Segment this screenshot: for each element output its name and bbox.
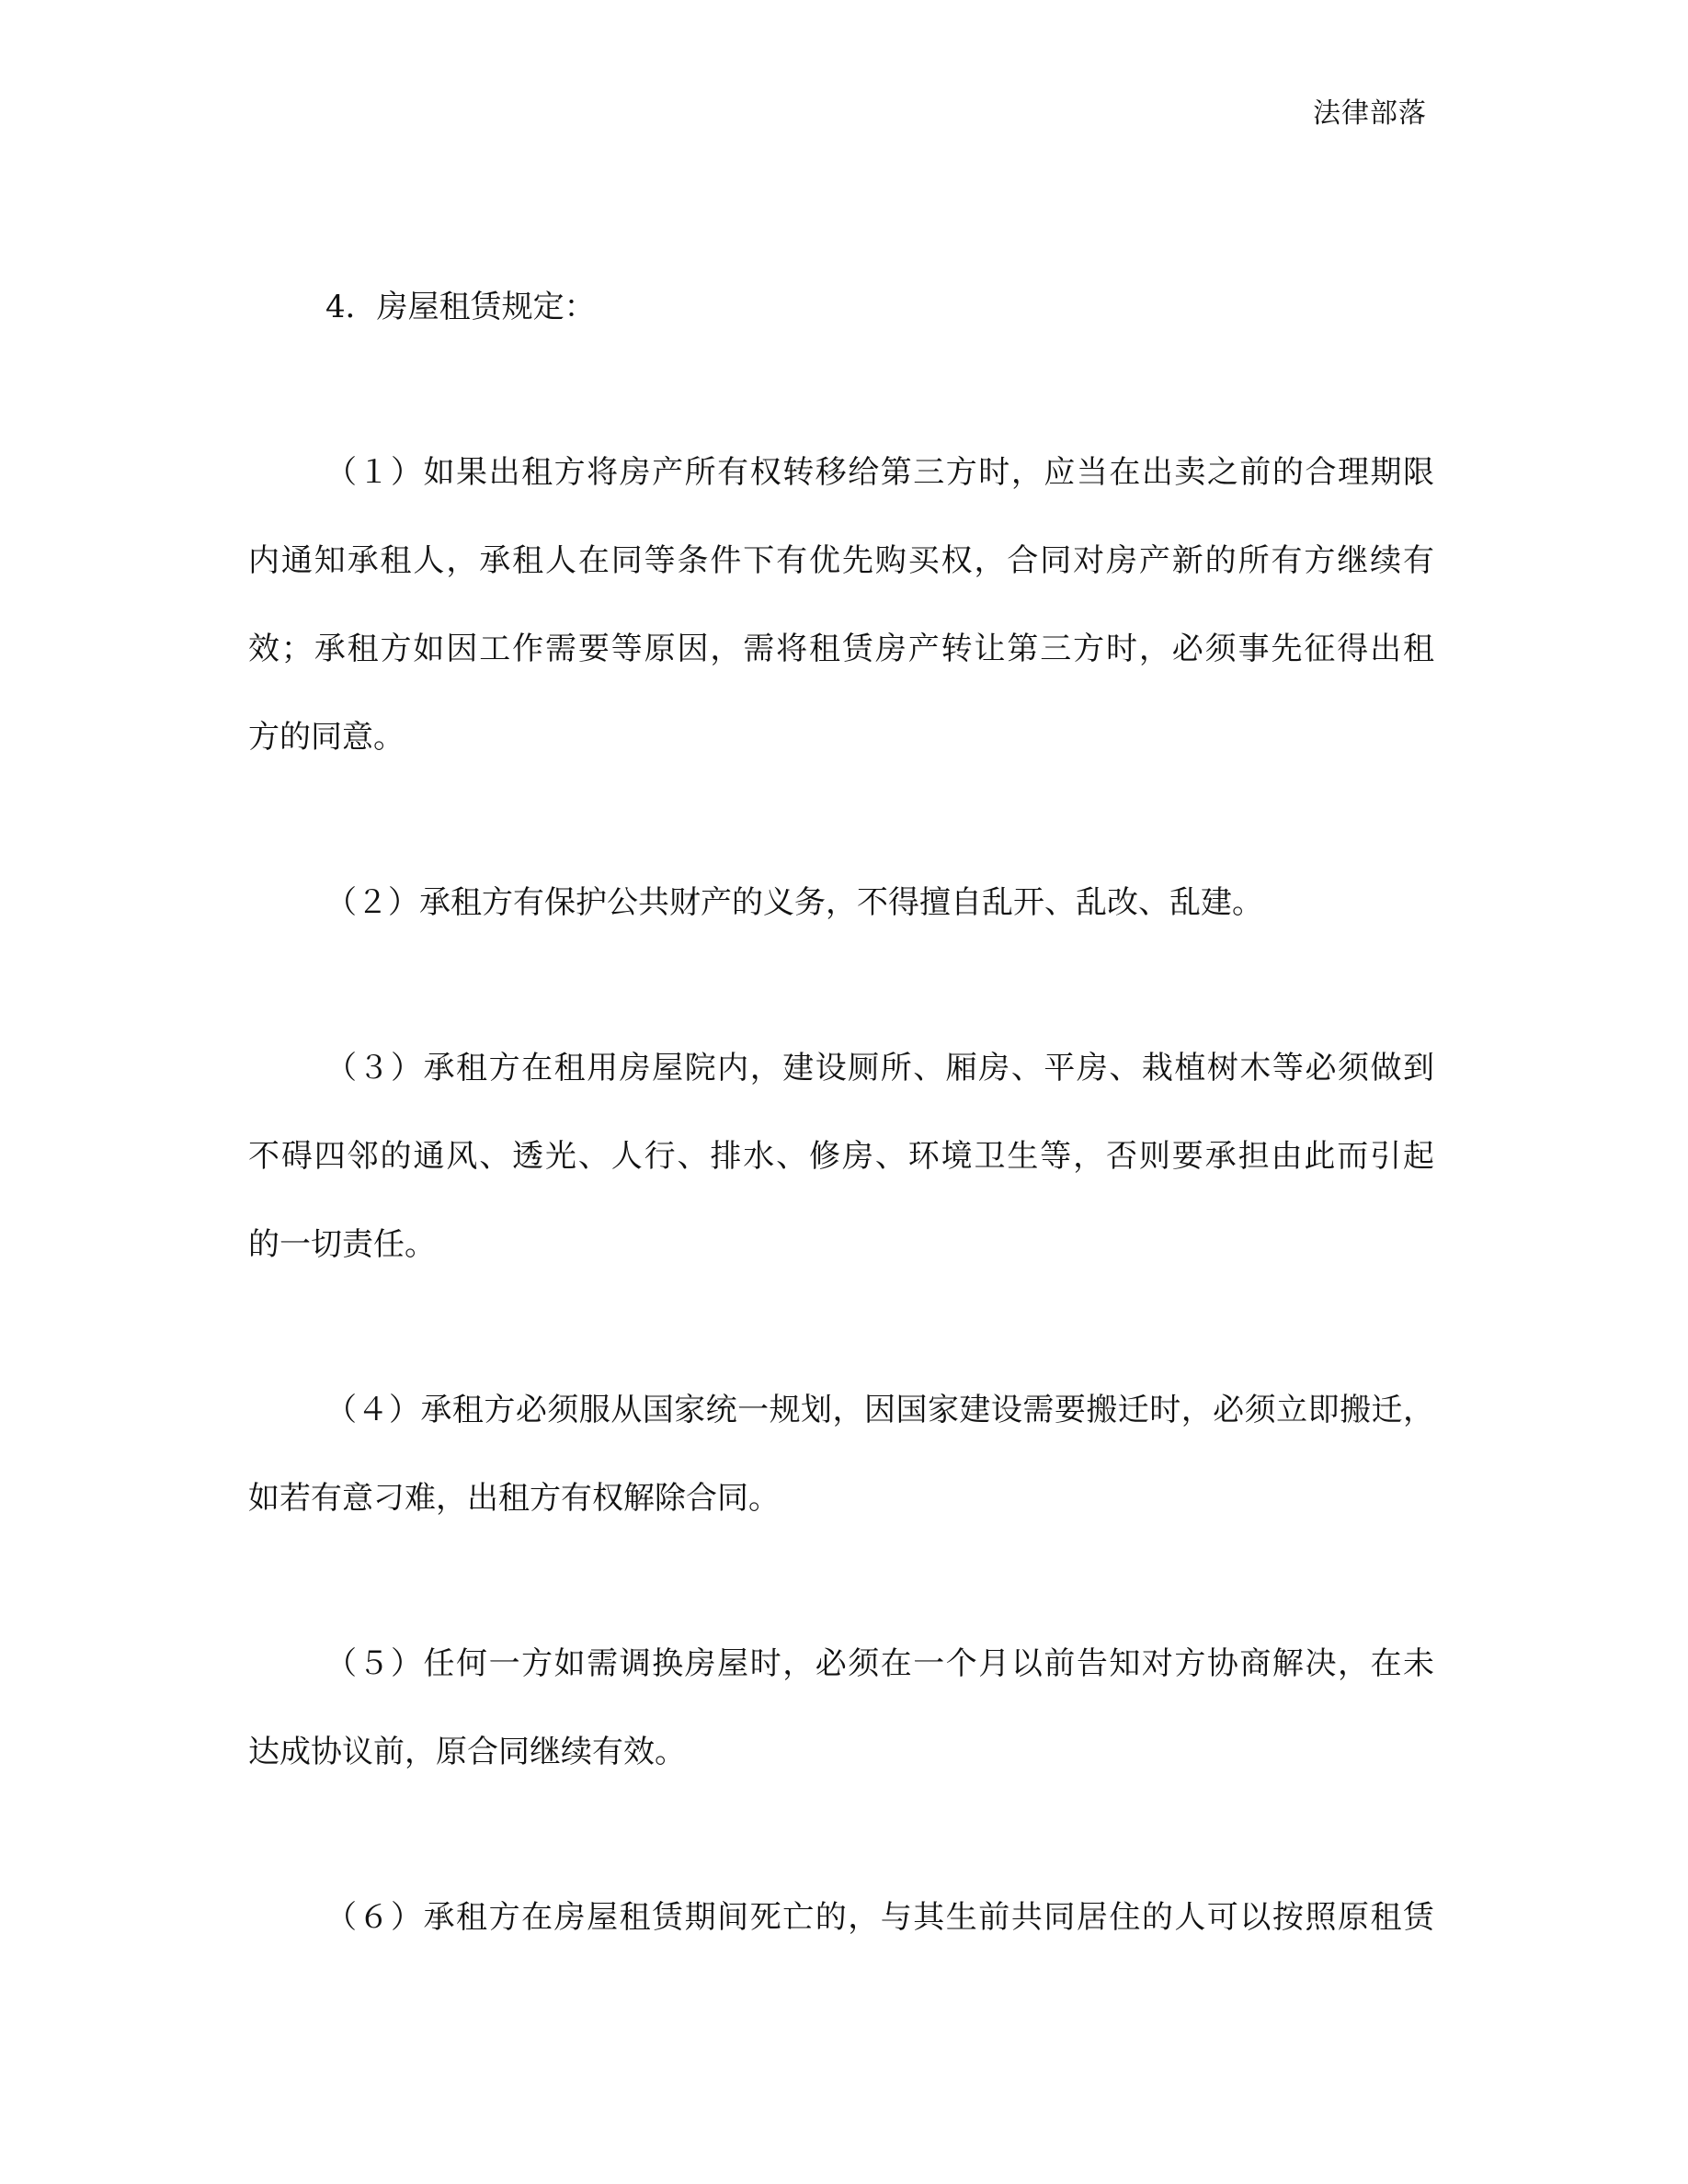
paragraph-5-line-2: 达成协议前，原合同继续有效。 xyxy=(248,1734,686,1770)
paragraph-1-line-4: 方的同意。 xyxy=(248,719,405,756)
paragraph-4-line-2: 如若有意刁难，出租方有权解除合同。 xyxy=(248,1480,780,1517)
paragraph-4-line-1: （４）承租方必须服从国家统一规划，因国家建设需要搬迁时，必须立即搬迁， xyxy=(325,1392,1434,1428)
page-header: 法律部落 xyxy=(1313,97,1427,130)
paragraph-1-line-1: （１）如果出租方将房产所有权转移给第三方时，应当在出卖之前的合理期限 xyxy=(325,454,1434,491)
paragraph-5-line-1: （５）任何一方如需调换房屋时，必须在一个月以前告知对方协商解决，在未 xyxy=(325,1645,1434,1682)
paragraph-2-line-1: （２）承租方有保护公共财产的义务，不得擅自乱开、乱改、乱建。 xyxy=(325,884,1263,921)
paragraph-3-line-3: 的一切责任。 xyxy=(248,1226,436,1263)
paragraph-1-line-2: 内通知承租人，承租人在同等条件下有优先购买权，合同对房产新的所有方继续有 xyxy=(248,542,1434,579)
paragraph-3-line-2: 不碍四邻的通风、透光、人行、排水、修房、环境卫生等，否则要承担由此而引起 xyxy=(248,1138,1434,1175)
section-heading: 4．房屋租赁规定： xyxy=(325,289,596,325)
paragraph-1-line-3: 效；承租方如因工作需要等原因，需将租赁房产转让第三方时，必须事先征得出租 xyxy=(248,631,1434,667)
paragraph-6-line-1: （６）承租方在房屋租赁期间死亡的，与其生前共同居住的人可以按照原租赁 xyxy=(325,1899,1434,1936)
paragraph-3-line-1: （３）承租方在租用房屋院内，建设厕所、厢房、平房、栽植树木等必须做到 xyxy=(325,1050,1434,1086)
